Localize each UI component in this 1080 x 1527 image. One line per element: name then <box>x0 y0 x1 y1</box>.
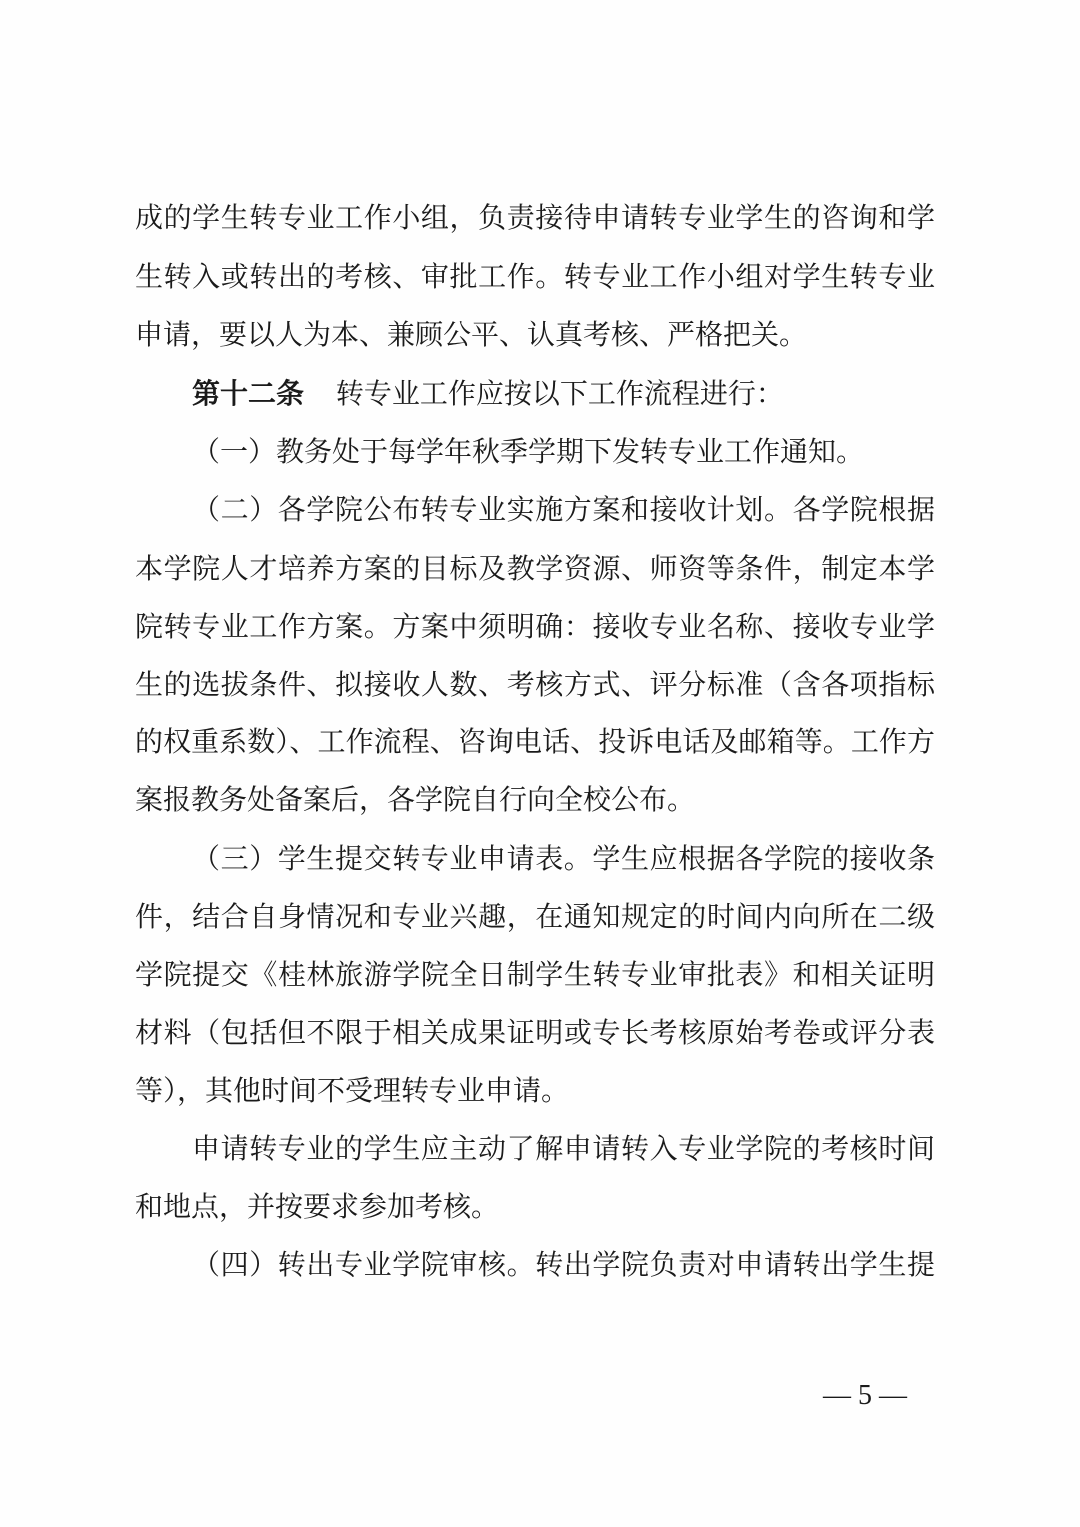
text-line: 的权重系数）、工作流程、咨询电话、投诉电话及邮箱等。工作方 <box>135 725 935 758</box>
article-number: 第十二条 <box>192 377 305 410</box>
text-line: 成的学生转专业工作小组，负责接待申请转专业学生的咨询和学 <box>135 201 935 234</box>
text-line: 学院提交《桂林旅游学院全日制学生转专业审批表》和相关证明 <box>135 958 935 991</box>
text-line: 案报教务处备案后，各学院自行向全校公布。 <box>135 783 696 816</box>
text-line: 和地点，并按要求参加考核。 <box>135 1190 500 1223</box>
text-line: （三）学生提交转专业申请表。学生应根据各学院的接收条 <box>192 842 935 875</box>
page-number: — 5 — <box>823 1380 907 1411</box>
text-line: 申请，要以人为本、兼顾公平、认真考核、严格把关。 <box>135 318 808 351</box>
text-line: （一）教务处于每学年秋季学期下发转专业工作通知。 <box>192 435 865 468</box>
text-line: 材料（包括但不限于相关成果证明或专长考核原始考卷或评分表 <box>135 1016 935 1049</box>
text-line: 申请转专业的学生应主动了解申请转入专业学院的考核时间 <box>192 1132 935 1165</box>
text-line: 生的选拔条件、拟接收人数、考核方式、评分标准（含各项指标 <box>135 668 935 701</box>
text-line: 本学院人才培养方案的目标及教学资源、师资等条件，制定本学 <box>135 552 935 585</box>
text-line: 件，结合自身情况和专业兴趣，在通知规定的时间内向所在二级 <box>135 900 935 933</box>
text-line: （四）转出专业学院审核。转出学院负责对申请转出学生提 <box>192 1248 935 1281</box>
article-heading-line <box>192 374 784 414</box>
article-text: 转专业工作应按以下工作流程进行： <box>335 377 784 410</box>
text-line: 等），其他时间不受理转专业申请。 <box>135 1074 570 1107</box>
text-line: （二）各学院公布转专业实施方案和接收计划。各学院根据 <box>192 493 935 526</box>
text-line: 生转入或转出的考核、审批工作。转专业工作小组对学生转专业 <box>135 260 935 293</box>
text-line: 院转专业工作方案。方案中须明确：接收专业名称、接收专业学 <box>135 610 935 643</box>
